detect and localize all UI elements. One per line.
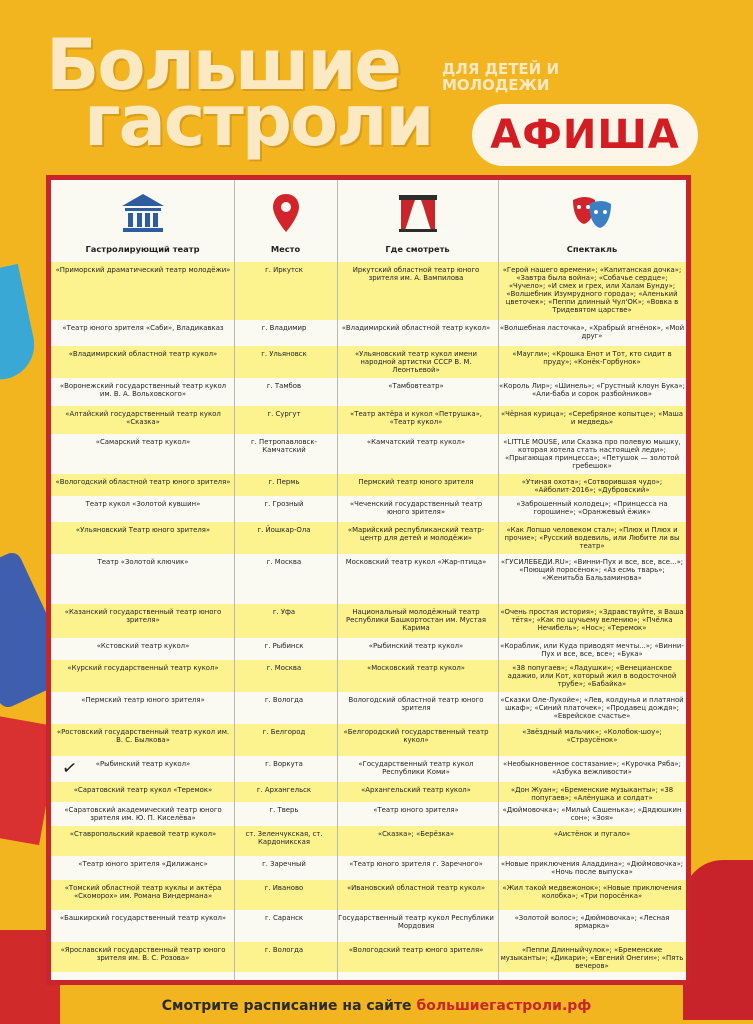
cell-place: г. Грозный (264, 500, 304, 508)
header-venue (337, 180, 498, 262)
cell-place: г. Рыбинск (264, 642, 304, 650)
cell-theater: «Саратовский театр кукол «Теремок» (73, 786, 213, 794)
footer-text: Смотрите расписание на сайте (161, 998, 417, 1014)
cell-show: «Как Лопшо человеком стал»; «Плюх и Плюх и прочие»; «Русский водевиль, или Любите ли вы театр» (504, 526, 680, 550)
footer-site-link[interactable]: большиегастроли.рф (416, 998, 592, 1014)
cell-theater: «Владимирский областной театр кукол» (68, 350, 218, 358)
cell-theater: «Ростовский государственный театр кукол им. В. С. Былкова» (56, 728, 230, 744)
cell-venue: «Владимирский областной театр кукол» (341, 324, 491, 332)
cell-show: «Маугли»; «Крошка Енот и Тот, кто сидит в пруду»; «Конёк-Горбунок» (512, 350, 672, 366)
cell-show: «Новые приключения Аладдина»; «Дюймовочка»; «Ночь после выпуска» (500, 860, 684, 876)
footer (0, 998, 753, 1014)
cell-venue: «Театр юного зрителя» (373, 806, 459, 814)
cell-place: г. Йошкар-Ола (257, 526, 311, 534)
cell-venue: «Вологодский театр юного зрителя» (348, 946, 484, 954)
cell-venue: Государственный театр кукол Республики Мордовия (338, 914, 494, 930)
table-row (51, 660, 686, 692)
table-row (51, 782, 686, 802)
cell-show: «Золотой волос»; «Дюймовочка»; «Лесная ярмарка» (514, 914, 670, 930)
table-row (51, 406, 686, 434)
cell-theater: «Казанский государственный театр юного зрителя» (64, 608, 222, 624)
cell-show: «Сказки Оле-Лукойе»; «Лев, колдунья и платяной шкаф»; «Синий платочек»; «Продавец дождя»; «Еврейское счастье» (500, 696, 684, 720)
cell-show: «Король Лир»; «Шинель»; «Грустный клоун Бука»; «Али-баба и сорок разбойников» (499, 382, 685, 398)
cell-venue: «Ульяновский театр кукол имени народной артистки СССР В. М. Леонтьевой» (354, 350, 478, 374)
header-label-show: Спектакль (566, 244, 618, 254)
cell-theater: «Башкирский государственный театр кукол» (59, 914, 227, 922)
cell-theater: «Алтайский государственный театр кукол «Сказка» (65, 410, 221, 426)
cell-show: «ГУСИЛЕБЕДИ.RU»; «Винни-Пух и все, все, все...»; «Поющий поросёнок»; «Аз есмь тварь»; «Женитьба Бальзаминова» (500, 558, 684, 582)
cell-place: г. Сургут (267, 410, 301, 418)
cell-theater: «Ярославский государственный театр юного зрителя им. В. С. Розова» (60, 946, 226, 962)
table-row (51, 756, 686, 782)
cell-theater: «Ульяновский Театр юного зрителя» (75, 526, 211, 534)
cell-venue: «Рыбинский театр кукол» (368, 642, 464, 650)
header-show (498, 180, 686, 262)
cell-show: «Звёздный мальчик»; «Колобок-шоу»; «Страусёнок» (522, 728, 662, 744)
title-line-2: гастроли (84, 80, 433, 162)
cell-place: г. Воркута (265, 760, 303, 768)
header-label-place: Место (270, 244, 301, 254)
cell-show: «Кораблик, или Куда приводят мечты...»; «Винни-Пух и все, все, все»; «Бука» (500, 642, 684, 658)
cell-place: г. Вологда (264, 946, 304, 954)
map-pin-icon (263, 192, 309, 234)
cell-venue: Иркутский областной театр юного зрителя им. А. Вампилова (352, 266, 480, 282)
header-label-theater: Гастролирующий театр (85, 244, 200, 254)
cell-place: г. Владимир (261, 324, 307, 332)
cell-place: г. Ульяновск (261, 350, 307, 358)
cell-show: «LITTLE MOUSE, или Сказка про полевую мышку, которая хотела стать настоящей леди»; «Прыгающая принцесса»; «Петушок — золотой гребешок» (503, 438, 681, 470)
cell-theater: Театр кукол «Золотой кувшин» (85, 500, 201, 508)
table-row (51, 604, 686, 638)
theater-masks-icon (569, 192, 615, 234)
cell-show: «Очень простая история»; «Здравствуйте, я Ваша тётя»; «Как по щучьему велению»; «Пчёлка Нечибель»; «Нос»; «Теремок» (500, 608, 684, 632)
table-row (51, 856, 686, 880)
table-row (51, 496, 686, 522)
cell-theater: «Курский государственный театр кукол» (67, 664, 219, 672)
cell-place: г. Саранск (264, 914, 304, 922)
cell-venue: «Камчатский театр кукол» (366, 438, 466, 446)
cell-place: г. Иваново (264, 884, 304, 892)
table-row (51, 554, 686, 604)
header-theater (51, 180, 234, 262)
table-row (51, 346, 686, 378)
cell-show: «Жил такой медвежонок»; «Новые приключения колобка»; «Три поросёнка» (502, 884, 682, 900)
afisha-badge: АФИША (472, 104, 698, 166)
table-row (51, 474, 686, 496)
cell-theater: «Саратовский академический театр юного зрителя им. Ю. П. Киселёва» (64, 806, 222, 822)
cell-show: «Утиная охота»; «Сотворившая чудо»; «Айболит-2016»; «Дубровский» (521, 478, 663, 494)
table-row (51, 638, 686, 660)
cell-place: г. Заречный (262, 860, 306, 868)
cell-place: г. Пермь (268, 478, 300, 486)
cell-venue: «Московский театр кукол» (367, 664, 465, 672)
cell-venue: «Театр юного зрителя г. Заречного» (349, 860, 483, 868)
theater-building-icon (120, 192, 166, 234)
cell-place: г. Белгород (262, 728, 306, 736)
cell-venue: «Чеченский государственный театр юного зрителя» (349, 500, 483, 516)
column-divider (337, 180, 338, 980)
cell-venue: «Театр актёра и кукол «Петрушка», «Театр кукол» (350, 410, 482, 426)
cell-venue: Московский театр кукол «Жар-птица» (345, 558, 487, 566)
cell-venue: «Государственный театр кукол Республики Коми» (358, 760, 474, 776)
table-row (51, 724, 686, 756)
cell-theater: «Театр юного зрителя «Дилижанс» (78, 860, 208, 868)
cell-theater: «Томский областной театр куклы и актёра «Скоморох» им. Романа Виндермана» (64, 884, 222, 900)
cell-show: «Чёрная курица»; «Серебряное копытце»; «Маша и медведь» (500, 410, 684, 426)
cell-venue: «Архангельский театр кукол» (361, 786, 471, 794)
table-row (51, 434, 686, 474)
table-row (51, 802, 686, 826)
column-divider (234, 180, 235, 980)
table-header (51, 180, 686, 262)
decorative-curtain-shape (683, 860, 753, 1020)
cell-place: г. Москва (266, 558, 302, 566)
cell-place: г. Москва (266, 664, 302, 672)
cell-show: «Дюймовочка»; «Милый Сашенька»; «Дядюшкин сон»; «Зоя» (502, 806, 682, 822)
cell-venue: «Сказка»; «Берёзка» (377, 830, 455, 838)
table-row (51, 522, 686, 554)
table-row (51, 826, 686, 856)
cell-theater: «Пермский театр юного зрителя» (81, 696, 205, 704)
cell-theater: «Рыбинский театр кукол» (95, 760, 191, 768)
cell-theater: Театр «Золотой ключик» (97, 558, 189, 566)
cell-venue: Национальный молодёжный театр Республики Башкортостан им. Мустая Карима (346, 608, 486, 632)
cell-venue: «Ивановский областной театр кукол» (346, 884, 486, 892)
header-label-venue: Где смотреть (385, 244, 450, 254)
cell-theater: «Кстовский театр кукол» (96, 642, 190, 650)
table-row (51, 378, 686, 406)
table-row (51, 320, 686, 346)
cell-place: г. Вологда (264, 696, 304, 704)
cell-place: г. Иркутск (265, 266, 303, 274)
cell-venue: Пермский театр юного зрителя (358, 478, 474, 486)
header-place (234, 180, 337, 262)
cell-show: «Аистёнок и пугало» (553, 830, 631, 838)
cell-theater: «Самарский театр кукол» (95, 438, 191, 446)
cell-venue: Вологодский областной театр юного зрителя (348, 696, 484, 712)
cell-theater: «Приморский драматический театр молодёжи» (55, 266, 231, 274)
cell-venue: «Марийский республиканский театр-центр для детей и молодёжи» (347, 526, 485, 542)
cell-place: г. Петропавловск-Камчатский (251, 438, 317, 454)
cell-show: «38 попугаев»; «Ладушки»; «Венецианское адажио, или Кот, который жил в водосточной трубе»; «Бабайка» (507, 664, 677, 688)
table-row (51, 692, 686, 724)
cell-show: «Волшебная ласточка», «Храбрый ягнёнок», «Мой друг» (499, 324, 685, 340)
cell-place: г. Архангельск (256, 786, 312, 794)
subtitle: ДЛЯ ДЕТЕЙ И МОЛОДЕЖИ (442, 60, 560, 94)
cell-place: г. Уфа (272, 608, 296, 616)
cell-theater: «Воронежский государственный театр кукол им. В. А. Вольховского» (59, 382, 227, 398)
decorative-mask-shape (0, 264, 41, 386)
cell-venue: «Белгородский государственный театр кукол» (343, 728, 489, 744)
cell-theater: «Ставропольский краевой театр кукол» (69, 830, 217, 838)
cell-theater: «Театр юного зрителя «Саби», Владикавказ (62, 324, 224, 332)
cell-show: «Пеппи Длинныйчулок»; «Бременские музыканты»; «Дикари»; «Евгений Онегин»; «Пять вечеров» (500, 946, 684, 970)
cell-venue: «Тамбовтеатр» (388, 382, 444, 390)
schedule-table (46, 175, 691, 985)
cell-theater: «Вологодский областной театр юного зрителя» (55, 478, 231, 486)
cell-place: ст. Зеленчукская, ст. Кардоникская (245, 830, 323, 846)
column-divider (498, 180, 499, 980)
cell-show: «Необыкновенное состязание»; «Курочка Ряба»; «Азбука вежливости» (503, 760, 681, 776)
handwritten-check-mark: ✓ (60, 756, 79, 781)
cell-place: г. Тамбов (266, 382, 302, 390)
cell-show: «Герой нашего времени»; «Капитанская дочка»; «Завтра была война»; «Собачье сердце»; «Чучело»; «И смех и грех, или Халам Бунду»; «Волшебник Изумрудного города»; «Аленький цветочек»; «Пеппи длинный Чул'ОК»; «Вовка в Тридевятом царстве» (502, 266, 682, 314)
cell-show: «Заброшенный колодец»; «Принцесса на горошине»; «Оранжевый ёжик» (516, 500, 668, 516)
cell-show: «Дон Жуан»; «Бременские музыканты»; «38 попугаев»; «Алёнушка и солдат» (510, 786, 674, 802)
table-row (51, 262, 686, 320)
title-line-1: Большие (46, 24, 400, 106)
cell-place: г. Тверь (269, 806, 299, 814)
table-row (51, 910, 686, 942)
table-row (51, 942, 686, 972)
table-row (51, 880, 686, 910)
stage-curtain-icon (395, 192, 441, 234)
